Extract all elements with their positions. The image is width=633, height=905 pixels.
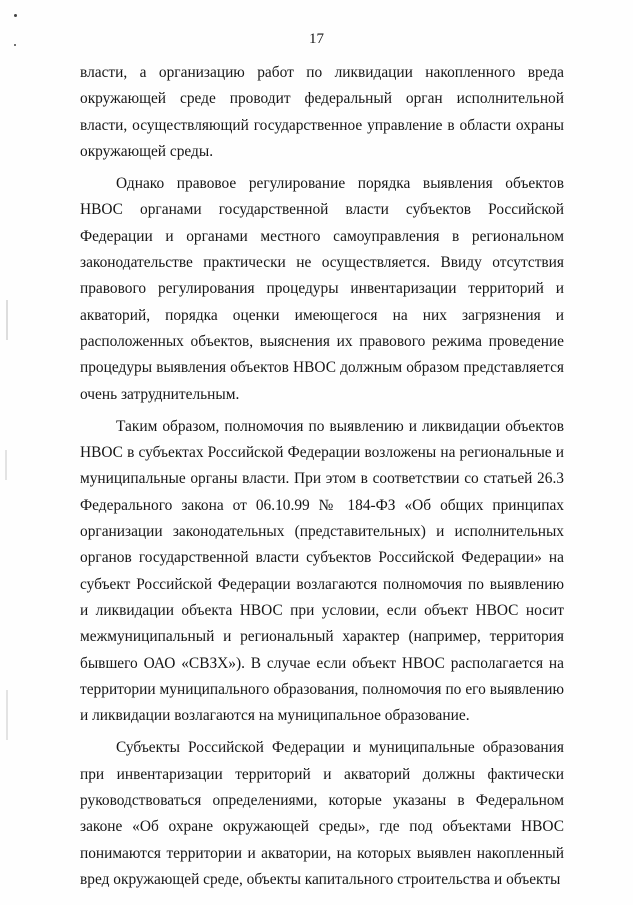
page-number: 17 bbox=[309, 31, 324, 47]
paragraph-powers: Таким образом, полномочия по выявлению и ликвидации объектов НВОС в субъектах Российской Федерации возложены на региональные и муниципальные органы власти. При этом в соответствии со статьей 26.3 Федерального закона от 06.10.99 № 184-ФЗ «Об общих принципах организации законодательных (представительных) и исполнительных органов государственной власти субъектов Российской Федерации» на субъект Российской Федерации возлагаются полномочия по выявлению и ликвидации объекта НВОС при условии, если объект НВОС носит межмуниципальный и региональный характер (например, территория бывшего ОАО «СВЗХ»). В случае если объект НВОС располагается на территории муниципального образования, полномочия по его выявлению и ликвидации возлагаются на муниципальное образование. bbox=[80, 417, 564, 725]
document-body bbox=[80, 60, 564, 893]
paragraph-inventory: Субъекты Российской Федерации и муниципальные образования при инвентаризации территорий и акваторий должны фактически руководствоваться определениями, которые указаны в Федеральном законе «Об охране окружающей среды», где под объектами НВОС понимаются территории и акватории, на которых выявлен накопленный вред окружающей среде, объекты капитального строительства и объекты bbox=[80, 739, 564, 888]
scan-edge-mark bbox=[5, 450, 7, 480]
paragraph-regulation: Однако правовое регулирование порядка выявления объектов НВОС органами государственной власти субъектов Российской Федерации и органами местного самоуправления в региональном законодательстве практически не осуществляется. Ввиду отсутствия правового регулирования процедуры инвентаризации территорий и акваторий, порядка оценки имеющегося на них загрязнения и расположенных объектов, выяснения их правового режима проведение процедуры выявления объектов НВОС должным образом представляется очень затруднительным. bbox=[80, 175, 564, 403]
paragraph-continuation: власти, а организацию работ по ликвидации накопленного вреда окружающей среде проводит федеральный орган исполнительной власти, осуществляющий государственное управление в области охраны окружающей среды. bbox=[80, 64, 564, 160]
scan-edge-mark bbox=[6, 690, 8, 740]
scan-edge-mark bbox=[6, 300, 8, 340]
scan-speck bbox=[14, 14, 17, 17]
